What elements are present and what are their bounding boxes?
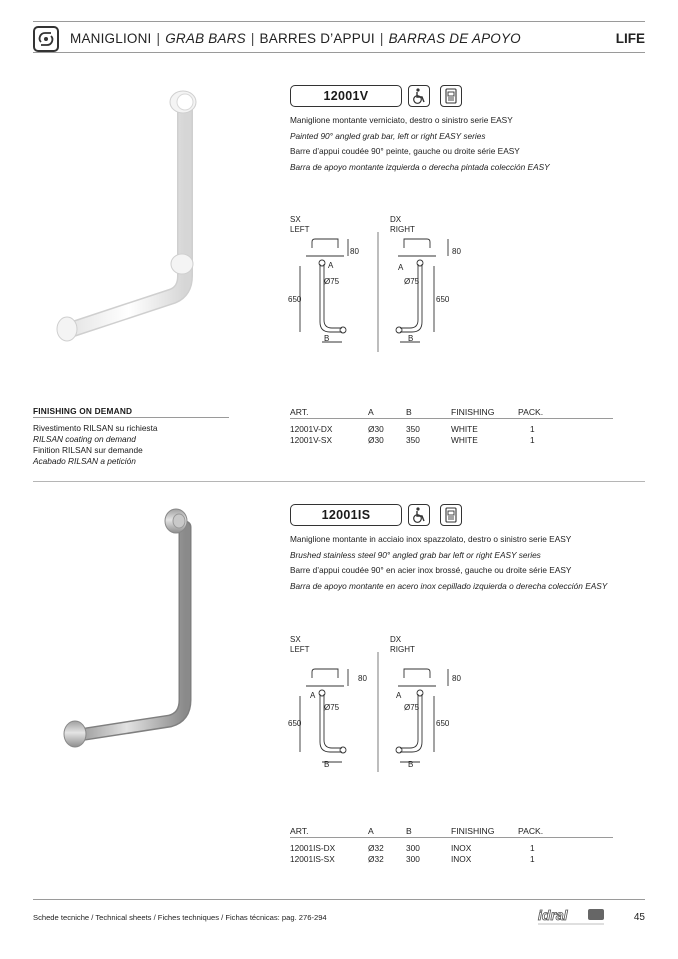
dim-650: 650 bbox=[288, 295, 302, 304]
drawing-label-right: RIGHT bbox=[390, 225, 415, 234]
dim-a: A bbox=[328, 261, 334, 270]
table-row bbox=[290, 854, 613, 865]
finishing-french: Finition RILSAN sur demande bbox=[33, 445, 143, 455]
header-bottom-rule bbox=[33, 52, 645, 53]
certification-icon bbox=[440, 504, 462, 526]
dim-b: B bbox=[324, 760, 330, 769]
col-pack: PACK. bbox=[518, 407, 544, 417]
table-row bbox=[290, 424, 613, 435]
brand-logo bbox=[536, 905, 606, 927]
product-image-white-grab-bar bbox=[45, 86, 215, 346]
col-art: ART. bbox=[290, 407, 309, 417]
table-row bbox=[290, 843, 613, 854]
cell-art: 12001V-SX bbox=[290, 434, 332, 445]
drawing-label-left: LEFT bbox=[290, 645, 310, 654]
title-french: BARRES D’APPUI bbox=[259, 31, 375, 46]
cell-finishing: INOX bbox=[451, 843, 472, 853]
cell-pack: 1 bbox=[530, 853, 535, 864]
dim-80: 80 bbox=[358, 674, 367, 683]
dim-a: A bbox=[396, 691, 402, 700]
product-code-box: 12001IS bbox=[290, 504, 402, 526]
technical-drawing bbox=[284, 212, 484, 352]
product-image-steel-grab-bar bbox=[55, 505, 215, 755]
dim-diameter: Ø75 bbox=[404, 277, 420, 286]
certification-icon bbox=[440, 85, 462, 107]
dim-a: A bbox=[398, 263, 404, 272]
cell-pack: 1 bbox=[530, 843, 535, 853]
description-italian: Maniglione montante verniciato, destro o sinistro serie EASY bbox=[290, 115, 513, 125]
cell-b: 350 bbox=[406, 424, 420, 434]
dim-80: 80 bbox=[452, 247, 461, 256]
title-english: GRAB BARS bbox=[165, 31, 246, 46]
title-separator: | bbox=[379, 31, 384, 46]
dim-80: 80 bbox=[350, 247, 359, 256]
footer-rule bbox=[33, 899, 645, 900]
cell-art: 12001IS-DX bbox=[290, 843, 336, 853]
dim-b: B bbox=[408, 334, 414, 343]
title-separator: | bbox=[156, 31, 161, 46]
cell-b: 300 bbox=[406, 843, 420, 853]
dim-b: B bbox=[408, 760, 414, 769]
description-english: Brushed stainless steel 90° angled grab bar left or right EASY series bbox=[290, 549, 541, 560]
title-separator: | bbox=[250, 31, 255, 46]
col-a: A bbox=[368, 826, 374, 836]
finishing-rule bbox=[33, 417, 229, 418]
cell-a: Ø30 bbox=[368, 424, 384, 434]
dim-diameter: Ø75 bbox=[324, 703, 340, 712]
brand-logo-icon bbox=[33, 26, 59, 52]
product-description bbox=[290, 532, 607, 594]
description-italian: Maniglione montante in acciaio inox spazzolato, destro o sinistro serie EASY bbox=[290, 534, 572, 544]
table-header-rule bbox=[290, 418, 613, 419]
dim-a: A bbox=[310, 691, 316, 700]
section-divider bbox=[33, 481, 645, 482]
description-spanish: Barra de apoyo montante izquierda o derecha pintada colección EASY bbox=[290, 161, 550, 172]
title-spanish: BARRAS DE APOYO bbox=[388, 31, 521, 46]
drawing-label-sx: SX bbox=[290, 635, 301, 644]
title-italian: MANIGLIONI bbox=[70, 31, 152, 46]
dim-650: 650 bbox=[436, 295, 450, 304]
drawing-label-right: RIGHT bbox=[390, 645, 415, 654]
col-a: A bbox=[368, 407, 374, 417]
cell-a: Ø30 bbox=[368, 434, 384, 445]
col-b: B bbox=[406, 407, 412, 417]
cell-art: 12001V-DX bbox=[290, 424, 333, 434]
product-code-box: 12001V bbox=[290, 85, 402, 107]
col-art: ART. bbox=[290, 826, 309, 836]
product-description bbox=[290, 113, 550, 175]
finishing-title: FINISHING ON DEMAND bbox=[33, 406, 133, 416]
dim-650: 650 bbox=[436, 719, 450, 728]
cell-a: Ø32 bbox=[368, 843, 384, 853]
description-french: Barre d’appui coudée 90° en acier inox brossé, gauche ou droite série EASY bbox=[290, 565, 572, 575]
col-finishing: FINISHING bbox=[451, 407, 495, 417]
finishing-english: RILSAN coating on demand bbox=[33, 434, 136, 444]
col-b: B bbox=[406, 826, 412, 836]
product-table bbox=[290, 407, 613, 445]
page-title bbox=[70, 31, 521, 46]
cell-pack: 1 bbox=[530, 434, 535, 445]
cell-pack: 1 bbox=[530, 424, 535, 434]
wheelchair-accessibility-icon bbox=[408, 85, 430, 107]
header-top-rule bbox=[33, 21, 645, 22]
cell-finishing: WHITE bbox=[451, 434, 478, 445]
drawing-label-left: LEFT bbox=[290, 225, 310, 234]
description-french: Barre d’appui coudée 90° peinte, gauche ou droite série EASY bbox=[290, 146, 520, 156]
cell-finishing: WHITE bbox=[451, 424, 478, 434]
finishing-lines bbox=[33, 423, 158, 467]
collection-name: LIFE bbox=[615, 31, 645, 46]
table-row bbox=[290, 435, 613, 446]
dim-diameter: Ø75 bbox=[404, 703, 420, 712]
table-header-rule bbox=[290, 837, 613, 838]
dim-b: B bbox=[324, 334, 330, 343]
dim-diameter: Ø75 bbox=[324, 277, 340, 286]
brand-wordmark: idral bbox=[538, 907, 568, 923]
dim-80: 80 bbox=[452, 674, 461, 683]
cell-a: Ø32 bbox=[368, 853, 384, 864]
cell-finishing: INOX bbox=[451, 853, 472, 864]
footer-reference: Schede tecniche / Technical sheets / Fiches techniques / Fichas técnicas: pag. 276-294 bbox=[33, 913, 327, 922]
drawing-label-dx: DX bbox=[390, 215, 402, 224]
col-pack: PACK. bbox=[518, 826, 544, 836]
product-table bbox=[290, 826, 613, 864]
wheelchair-accessibility-icon bbox=[408, 504, 430, 526]
description-english: Painted 90° angled grab bar, left or right EASY series bbox=[290, 130, 486, 141]
page-number: 45 bbox=[633, 912, 645, 923]
finishing-spanish: Acabado RILSAN a petición bbox=[33, 456, 136, 466]
col-finishing: FINISHING bbox=[451, 826, 495, 836]
drawing-label-dx: DX bbox=[390, 635, 402, 644]
cell-b: 300 bbox=[406, 853, 420, 864]
drawing-label-sx: SX bbox=[290, 215, 301, 224]
cell-art: 12001IS-SX bbox=[290, 853, 335, 864]
technical-drawing bbox=[284, 632, 484, 772]
dim-650: 650 bbox=[288, 719, 302, 728]
cell-b: 350 bbox=[406, 434, 420, 445]
finishing-italian: Rivestimento RILSAN su richiesta bbox=[33, 423, 158, 433]
description-spanish: Barra de apoyo montante en acero inox cepillado izquierda o derecha colección EASY bbox=[290, 580, 608, 591]
